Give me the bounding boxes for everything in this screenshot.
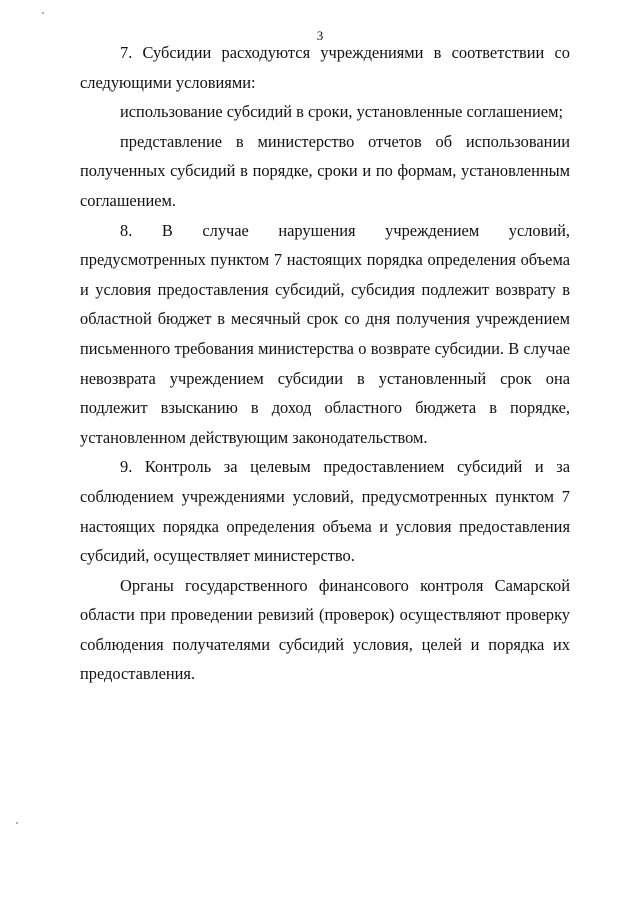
paragraph-clause-8: 8. В случае нарушения учреждением условий, предусмотренных пунктом 7 настоящих порядка определения объема и условия предоставления субсидий, субсидия подлежит возврату в областной бюджет в месячный срок со дня получения учреждением письменного требования министерства о возврате субсидии. В случае невозврата учреждением субсидии в установленный срок она подлежит взысканию в доход областного бюджета в порядке, установленном действующим законодательством. [80,220,570,447]
paragraph-usage-terms: использование субсидий в сроки, установленные соглашением; [120,102,564,122]
document-body [80,38,570,689]
paragraph-financial-control: Органы государственного финансового контроля Самарской области при проведении ревизий (проверок) осуществляют проверку соблюдения получателями субсидий условия, целей и порядка их предоставления. [80,575,570,684]
paragraph-clause-7: 7. Субсидии расходуются учреждениями в соответствии со следующими условиями: [80,43,570,92]
paragraph-clause-9: 9. Контроль за целевым предоставлением субсидий и за соблюдением учреждениями условий, предусмотренных пунктом 7 настоящих порядка определения объема и условия предоставления субсидий, осуществляет министерство. [80,457,570,566]
scan-artifact-dot [42,12,44,14]
scan-artifact-dot [16,822,18,824]
page-number: 3 [316,28,324,43]
paragraph-reporting: представление в министерство отчетов об использовании полученных субсидий в порядке, сроки и по формам, установленным соглашением. [80,131,570,210]
